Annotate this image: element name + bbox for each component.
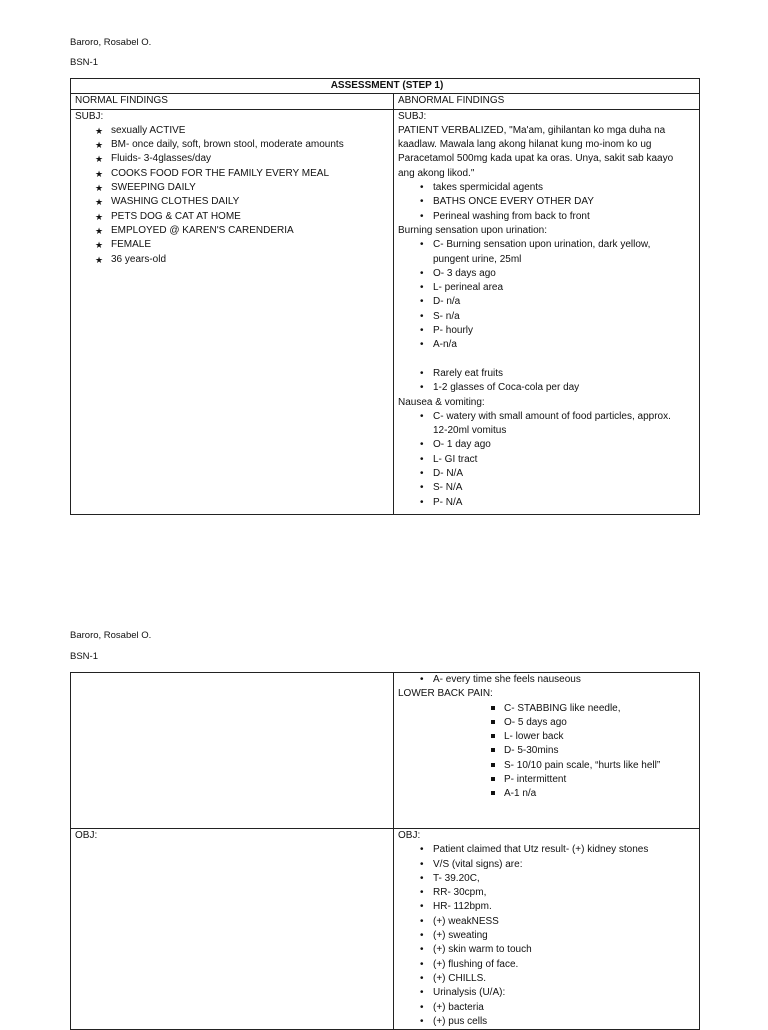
list-item (398, 496, 699, 510)
list-item (398, 773, 699, 787)
square-bullet-icon (491, 720, 495, 724)
list-item (75, 238, 393, 252)
star-bullet-icon: ★ (95, 211, 104, 222)
obj-label: OBJ: (398, 830, 421, 841)
verbalized-line: Paracetamol 500mg kada upat ka oras. Unya, sakit sab kaayo (398, 153, 674, 165)
list-item-text: (+) pus cells (433, 1015, 488, 1027)
list-item-text: PETS DOG & CAT AT HOME (111, 210, 241, 222)
list-item (75, 138, 393, 152)
continuation-text: pungent urine, 25ml (433, 253, 522, 265)
list-item-text: HR- 112bpm. (433, 901, 492, 913)
list-item-text: A-n/a (433, 339, 457, 351)
bullet-icon: • (420, 468, 424, 480)
list-item (398, 716, 699, 730)
burning-list (398, 238, 699, 267)
nausea-list (398, 410, 699, 439)
list-item (398, 958, 699, 972)
list-item: • C- watery with small amount of food particles, approx. 12-20ml vomitus (420, 410, 671, 437)
bullet-icon: • (420, 282, 424, 294)
normal-obj-cell (71, 829, 394, 1030)
square-bullet-icon (491, 763, 495, 767)
bullet-icon: • (420, 210, 424, 222)
list-item-text: D- N/A (433, 468, 463, 480)
burning-label: Burning sensation upon urination: (398, 224, 547, 236)
bullet-icon: • (420, 410, 424, 422)
list-item-text: EMPLOYED @ KAREN'S CARENDERIA (111, 224, 294, 236)
bullet-icon: • (420, 310, 424, 322)
list-item-text: D- 5-30mins (504, 745, 559, 757)
verbalized-line: PATIENT VERBALIZED, "Ma'am, gihilantan ko mga duha na (398, 124, 666, 136)
bullet-icon: • (420, 439, 424, 451)
abnormal-findings-cell (394, 673, 700, 829)
list-item: • C- Burning sensation upon urination, dark yellow, pungent urine, 25ml (420, 239, 651, 265)
list-item (398, 915, 699, 929)
list-item-text: (+) sweating (433, 930, 488, 942)
list-item-text: BM- once daily, soft, brown stool, moderate amounts (111, 139, 344, 151)
list-item-text: D- n/a (433, 296, 461, 308)
list-item-text: Patient claimed that Utz result- (+) kidney stones (433, 844, 649, 856)
list-item-text: SWEEPING DAILY (111, 182, 196, 194)
list-item-text: P- N/A (433, 496, 463, 508)
list-item (398, 210, 699, 224)
list-item (398, 1001, 699, 1015)
bullet-icon: • (420, 844, 424, 856)
list-item-text: (+) flushing of face. (433, 958, 519, 970)
bullet-icon: • (420, 382, 424, 394)
list-item (398, 295, 699, 309)
list-item (398, 744, 699, 758)
list-item-text: (+) weakNESS (433, 915, 499, 927)
assessment-table (70, 78, 700, 515)
list-item (398, 281, 699, 295)
student-name: Baroro, Rosabel O. (70, 630, 152, 641)
square-bullet-icon (491, 706, 495, 710)
bullet-icon: • (420, 296, 424, 308)
list-item (75, 253, 393, 267)
burning-list-rest (398, 267, 699, 353)
star-bullet-icon: ★ (95, 197, 104, 208)
list-item-text: Urinalysis (U/A): (433, 987, 506, 999)
list-item (398, 438, 699, 452)
list-item-text: BATHS ONCE EVERY OTHER DAY (433, 196, 594, 208)
list-item-text: RR- 30cpm, (433, 887, 487, 899)
objective-findings-list (398, 843, 699, 1029)
bullet-icon: • (420, 887, 424, 899)
obj-label: OBJ: (75, 830, 98, 841)
bullet-icon: • (420, 944, 424, 956)
bullet-icon: • (420, 182, 424, 194)
bullet-icon: • (420, 958, 424, 970)
assessment-table-continued (70, 672, 700, 1030)
nausea-list-rest (398, 438, 699, 509)
abnormal-findings-cell (394, 109, 700, 514)
square-bullet-icon (491, 791, 495, 795)
abnormal-findings-header: ABNORMAL FINDINGS (394, 94, 700, 109)
list-item (75, 224, 393, 238)
list-item-text: 1-2 glasses of Coca-cola per day (433, 382, 580, 394)
list-item-text: (+) bacteria (433, 1001, 484, 1013)
bullet-icon: • (420, 987, 424, 999)
list-item-text: L- lower back (504, 731, 564, 743)
bullet-icon: • (420, 930, 424, 942)
list-item-text: P- hourly (433, 325, 474, 337)
normal-findings-cell (71, 109, 394, 514)
list-item-text: FEMALE (111, 239, 152, 251)
bullet-icon: • (420, 858, 424, 870)
list-item (398, 267, 699, 281)
bullet-icon: • (420, 367, 424, 379)
list-item (398, 481, 699, 495)
list-item (398, 986, 699, 1000)
bullet-icon: • (420, 325, 424, 337)
subj-label: SUBJ: (398, 110, 427, 122)
list-item-text: takes spermicidal agents (433, 182, 544, 194)
list-item-text: COOKS FOOD FOR THE FAMILY EVERY MEAL (111, 167, 330, 179)
bullet-icon: • (420, 196, 424, 208)
list-item (398, 843, 699, 857)
list-item (398, 367, 699, 381)
nausea-list-cont (398, 673, 699, 687)
bullet-icon: • (420, 453, 424, 465)
table-title: ASSESSMENT (STEP 1) (71, 79, 700, 94)
list-item (398, 929, 699, 943)
bullet-icon: • (420, 1001, 424, 1013)
list-item-text: Perineal washing from back to front (433, 210, 590, 222)
normal-findings-cell (71, 673, 394, 829)
list-item (398, 381, 699, 395)
list-item (398, 858, 699, 872)
list-item (398, 943, 699, 957)
bullet-icon: • (420, 901, 424, 913)
list-item (398, 730, 699, 744)
list-item-text: Fluids- 3-4glasses/day (111, 153, 212, 165)
list-item (75, 210, 393, 224)
star-bullet-icon: ★ (95, 240, 104, 251)
list-item-text: A-1 n/a (504, 788, 537, 800)
list-item-text: O- 5 days ago (504, 716, 567, 728)
lower-back-pain-label: LOWER BACK PAIN: (398, 688, 493, 700)
bullet-icon: • (420, 674, 424, 685)
list-item-text: L- GI tract (433, 453, 478, 465)
list-item (398, 467, 699, 481)
list-item (398, 195, 699, 209)
bullet-icon: • (420, 267, 424, 279)
diet-list (398, 367, 699, 396)
list-item-text: O- 1 day ago (433, 439, 491, 451)
list-item-text: 36 years-old (111, 253, 167, 265)
abnormal-obj-cell (394, 829, 700, 1030)
list-item-text: (+) CHILLS. (433, 972, 487, 984)
bullet-icon: • (420, 239, 424, 251)
square-bullet-icon (491, 748, 495, 752)
star-bullet-icon: ★ (95, 168, 104, 179)
star-bullet-icon: ★ (95, 183, 104, 194)
bullet-icon: • (420, 915, 424, 927)
list-item-text: T- 39.20C, (433, 872, 480, 884)
star-bullet-icon: ★ (95, 140, 104, 151)
list-item-text: O- 3 days ago (433, 267, 496, 279)
student-name: Baroro, Rosabel O. (70, 37, 152, 48)
list-item (75, 152, 393, 166)
star-bullet-icon: ★ (95, 254, 104, 265)
list-item (75, 181, 393, 195)
student-section: BSN-1 (70, 651, 98, 662)
list-item (398, 759, 699, 773)
list-item-text: (+) skin warm to touch (433, 944, 532, 956)
list-item (398, 453, 699, 467)
list-item (398, 324, 699, 338)
bullet-icon: • (420, 1015, 424, 1027)
list-item (398, 972, 699, 986)
bullet-icon: • (420, 872, 424, 884)
list-item-text: C- STABBING like needle, (504, 702, 621, 714)
list-item (75, 124, 393, 138)
normal-findings-list (75, 124, 393, 267)
student-section: BSN-1 (70, 57, 98, 68)
list-item: • A- every time she feels nauseous (398, 673, 699, 687)
normal-findings-header: NORMAL FINDINGS (71, 94, 394, 109)
list-item (398, 181, 699, 195)
square-bullet-icon (491, 734, 495, 738)
list-item-text: L- perineal area (433, 282, 504, 294)
list-item (75, 195, 393, 209)
continuation-text: 12-20ml vomitus (433, 425, 507, 437)
list-item (398, 787, 699, 801)
star-bullet-icon: ★ (95, 154, 104, 165)
list-item-text: Rarely eat fruits (433, 367, 504, 379)
bullet-icon: • (420, 496, 424, 508)
star-bullet-icon: ★ (95, 125, 104, 136)
list-item-text: V/S (vital signs) are: (433, 858, 523, 870)
list-item (398, 886, 699, 900)
square-bullet-icon (491, 777, 495, 781)
list-item (75, 167, 393, 181)
list-item (398, 702, 699, 716)
lower-back-pain-list (398, 702, 699, 802)
subj-label: SUBJ: (75, 110, 104, 122)
list-item-text: sexually ACTIVE (111, 124, 186, 136)
spacer (398, 353, 699, 367)
list-item-text: P- intermittent (504, 774, 567, 786)
bullet-icon: • (420, 482, 424, 494)
list-item (398, 310, 699, 324)
nausea-label: Nausea & vomiting: (398, 396, 485, 408)
bullet-icon: • (420, 339, 424, 351)
list-item-text: S- 10/10 pain scale, “hurts like hell” (504, 759, 661, 771)
list-item (398, 1015, 699, 1029)
list-item-text: S- n/a (433, 310, 460, 322)
verbalized-line: kaadlaw. Mawala lang akong hilanat kung mo-inom ko ug (398, 139, 652, 151)
verbalized-line: ang akong likod." (398, 167, 475, 179)
bullet-icon: • (420, 972, 424, 984)
habit-list (398, 181, 699, 224)
star-bullet-icon: ★ (95, 225, 104, 236)
list-item-text: WASHING CLOTHES DAILY (111, 196, 240, 208)
list-item (398, 900, 699, 914)
list-item (398, 338, 699, 352)
list-item-text: S- N/A (433, 482, 463, 494)
list-item (398, 872, 699, 886)
